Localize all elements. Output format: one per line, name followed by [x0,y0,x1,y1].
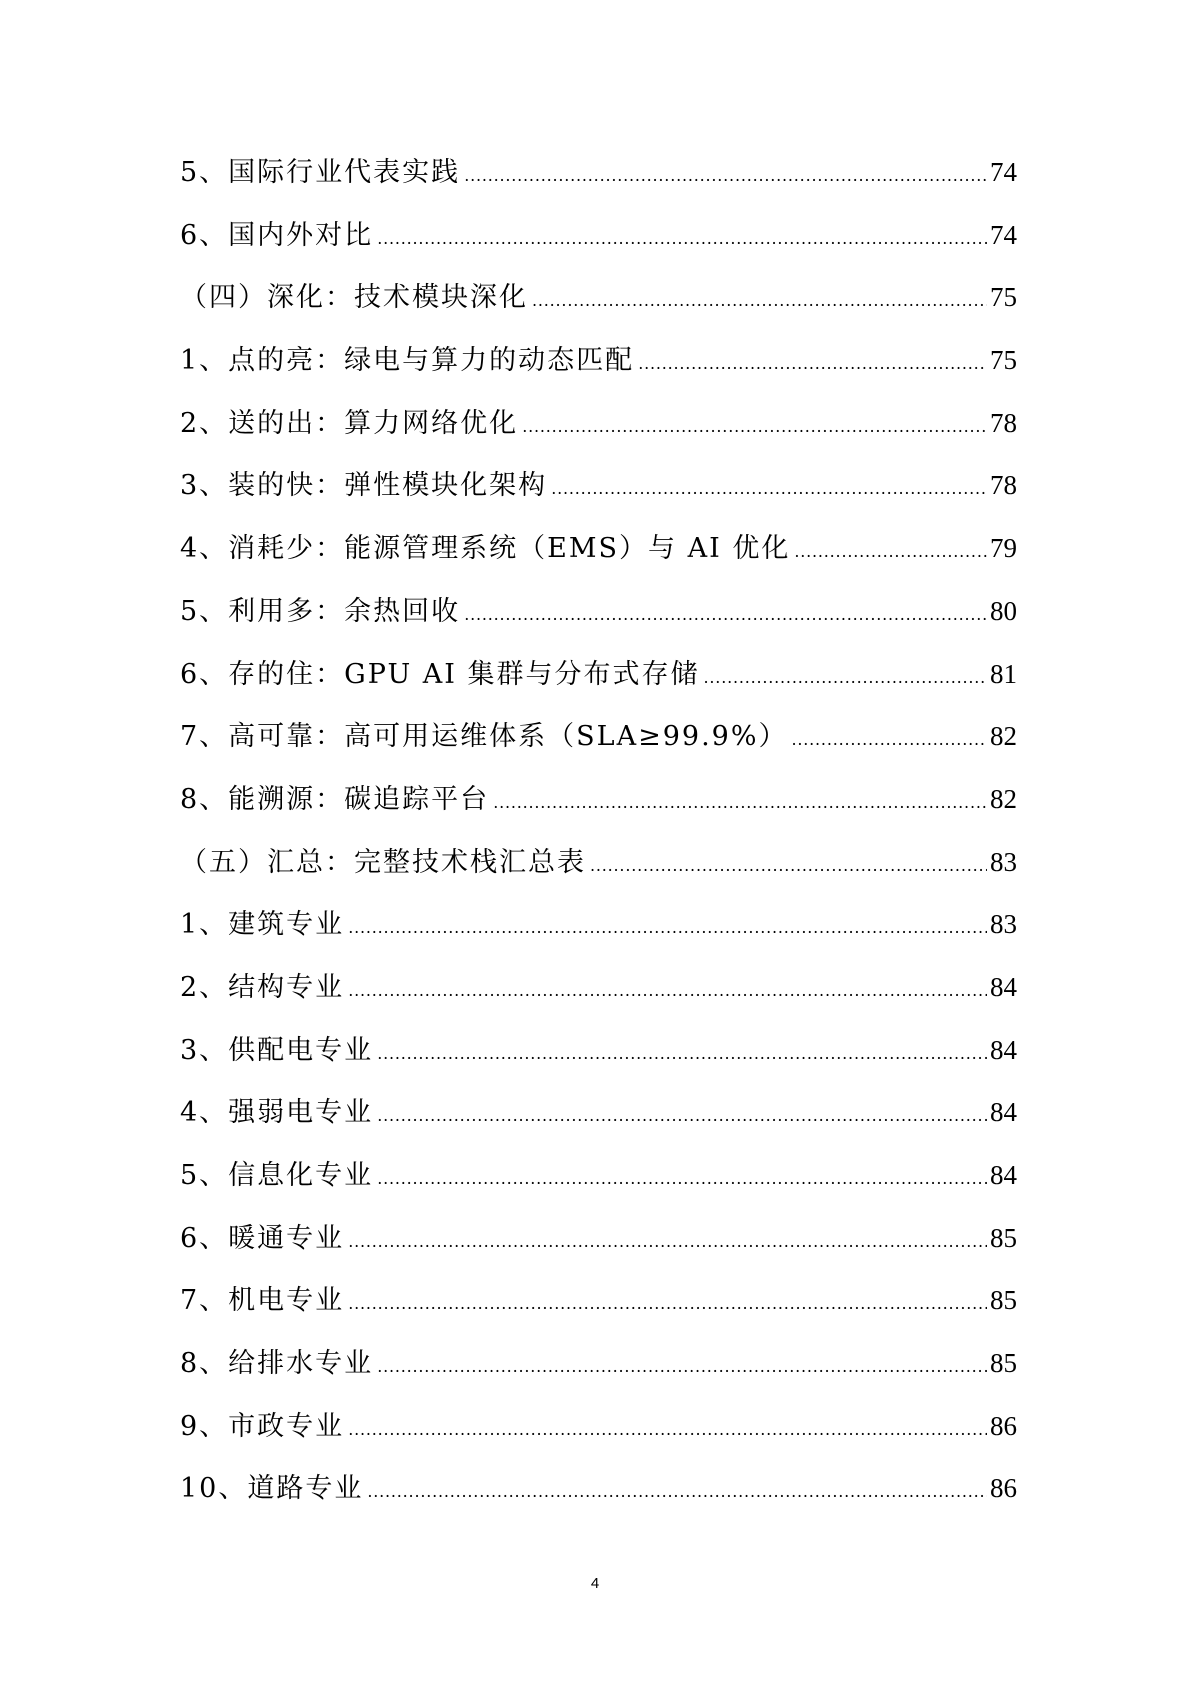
toc-dot-leader [377,1169,987,1188]
toc-entry-page: 86 [990,1473,1017,1504]
toc-dot-leader [348,1232,987,1251]
toc-entry-page: 78 [990,407,1017,438]
toc-entry[interactable] [180,1341,1017,1404]
toc-entry-title: 10、道路专业 [180,1473,364,1505]
toc-entry-page: 84 [990,1160,1017,1190]
toc-entry-page: 81 [990,658,1017,689]
toc-entry[interactable] [180,401,1017,464]
toc-entry-page: 85 [990,1222,1017,1253]
toc-entry-page: 75 [990,345,1017,376]
toc-entry-title: 6、国内外对比 [180,219,374,251]
toc-entry[interactable] [180,652,1017,715]
page-number: 4 [590,1575,600,1592]
toc-dot-leader [551,479,987,498]
toc-dot-leader [493,793,987,812]
toc-entry[interactable] [180,714,1017,777]
toc-entry-page: 74 [990,219,1017,250]
toc-dot-leader [464,166,987,185]
toc-entry[interactable] [180,1153,1017,1216]
toc-entry[interactable] [180,1090,1017,1153]
toc-entry-page: 79 [990,533,1017,564]
toc-entry-page: 80 [990,595,1017,626]
toc-dot-leader [590,856,987,875]
toc-entry[interactable] [180,1466,1017,1529]
toc-entry-title: 3、供配电专业 [180,1034,374,1066]
toc-dot-leader [792,730,988,749]
toc-entry[interactable] [180,1278,1017,1341]
toc-entry-title: 6、暖通专业 [180,1222,345,1254]
toc-dot-leader [348,1420,987,1439]
toc-dot-leader [377,229,987,248]
toc-dot-leader [377,1044,987,1063]
toc-entry-title: 5、利用多：余热回收 [180,595,461,627]
toc-entry-title: 5、国际行业代表实践 [180,157,461,188]
toc-dot-leader [532,291,987,310]
toc-entry-title: 1、点的亮：绿电与算力的动态匹配 [180,345,635,377]
toc-entry-title: 4、消耗少：能源管理系统（EMS）与 AI 优化 [180,533,791,565]
toc-entry-title: （四）深化：技术模块深化 [180,282,528,314]
toc-entry[interactable] [180,902,1017,965]
toc-entry-title: 8、能溯源：碳追踪平台 [180,783,490,815]
toc-entry-title: 1、建筑专业 [180,909,345,941]
toc-dot-leader [377,1357,987,1376]
toc-entry[interactable] [180,213,1017,276]
toc-entry[interactable] [180,589,1017,652]
toc-dot-leader [348,918,987,937]
toc-entry-title: 7、高可靠：高可用运维体系（SLA≥99.9%） [180,721,788,753]
toc-dot-leader [367,1482,987,1501]
toc-entry-title: 2、结构专业 [180,971,345,1003]
toc-entry[interactable] [180,777,1017,840]
toc-dot-leader [348,981,987,1000]
table-of-contents [180,150,1017,1529]
toc-entry-title: 7、机电专业 [180,1285,345,1317]
toc-entry[interactable] [180,150,1017,213]
toc-dot-leader [638,354,987,373]
toc-entry-page: 85 [990,1285,1017,1316]
toc-entry-title: 8、给排水专业 [180,1348,374,1380]
toc-entry-page: 75 [990,282,1017,313]
toc-entry-title: 9、市政专业 [180,1410,345,1442]
toc-entry-title: 3、装的快：弹性模块化架构 [180,470,548,502]
toc-dot-leader [464,605,987,624]
toc-entry[interactable] [180,275,1017,338]
toc-entry-page: 83 [990,909,1017,940]
toc-entry-page: 86 [990,1410,1017,1441]
toc-entry[interactable] [180,965,1017,1028]
toc-entry-page: 84 [990,971,1017,1002]
toc-entry-title: 2、送的出：算力网络优化 [180,407,519,439]
toc-entry-title: 6、存的住：GPU AI 集群与分布式存储 [180,658,700,690]
toc-entry-title: 4、强弱电专业 [180,1097,374,1129]
toc-entry-page: 82 [990,783,1017,814]
toc-dot-leader [704,668,987,687]
toc-dot-leader [348,1294,987,1313]
toc-entry[interactable] [180,1216,1017,1279]
toc-entry[interactable] [180,840,1017,903]
toc-entry-title: （五）汇总：完整技术栈汇总表 [180,846,586,878]
toc-entry-page: 74 [990,157,1017,187]
toc-entry-page: 85 [990,1348,1017,1379]
toc-entry-page: 82 [990,721,1017,752]
toc-entry[interactable] [180,463,1017,526]
toc-dot-leader [794,542,987,561]
toc-entry-page: 84 [990,1097,1017,1128]
toc-entry-page: 83 [990,846,1017,877]
toc-entry-title: 5、信息化专业 [180,1160,374,1191]
toc-entry-page: 84 [990,1034,1017,1065]
toc-entry[interactable] [180,1404,1017,1467]
toc-entry[interactable] [180,526,1017,589]
toc-dot-leader [522,417,987,436]
toc-entry[interactable] [180,338,1017,401]
toc-entry[interactable] [180,1028,1017,1091]
toc-entry-page: 78 [990,470,1017,501]
toc-dot-leader [377,1106,987,1125]
